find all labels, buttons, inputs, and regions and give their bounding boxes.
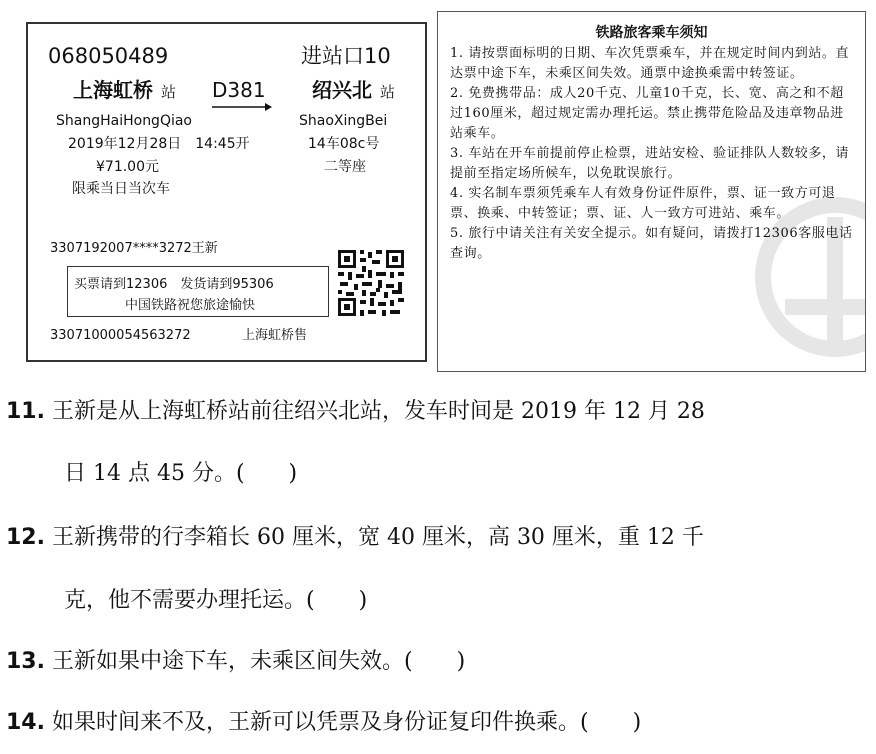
- notice-title: 铁路旅客乘车须知: [595, 25, 708, 41]
- notice-item: 2. 免费携带品：成人20千克、儿童10千克，长、宽、高之和不超过160厘米，超过规定需办理托运。禁止携带危险品及违章物品进站乘车。: [450, 86, 844, 141]
- question-text: 王新如果中途下车，未乘区间失效。( ): [51, 649, 466, 674]
- arrival-pinyin: ShaoXingBei: [299, 113, 388, 129]
- passenger-notice: [437, 11, 866, 372]
- train-number: D381: [212, 78, 266, 102]
- question-13: 13. 王新如果中途下车，未乘区间失效。( ): [6, 649, 466, 674]
- question-12-continued: 克，他不需要办理托运。( ): [64, 588, 368, 613]
- ticket-number: 33071000054563272: [50, 328, 191, 343]
- notice-item: 4. 实名制车票须凭乘车人有效身份证件原件，票、证一致方可退票、换乘、中转签证；票、证、人一致方可进站、乘车。: [450, 186, 836, 221]
- notice-item: 3. 车站在开车前提前停止检票，进站安检、验证排队人数较多，请提前至指定场所候车，以免耽误旅行。: [450, 146, 850, 181]
- seat-number: 14车08c号: [308, 136, 380, 152]
- notice-item: 1. 请按票面标明的日期、车次凭票乘车，并在规定时间内到站。直达票中途下车，未乘区间失效。通票中途换乘需中转签证。: [450, 46, 850, 81]
- question-text: 如果时间来不及，王新可以凭票及身份证复印件换乘。( ): [51, 710, 642, 735]
- notice-item: 5. 旅行中请关注有关安全提示。如有疑问，请拨打12306客服电话查询。: [450, 226, 853, 261]
- boarding-gate: 进站口10: [301, 44, 391, 68]
- promo-box: [67, 266, 329, 317]
- ticket-limit: 限乘当日当次车: [72, 181, 170, 197]
- promo-line-1: 买票请到12306 发货请到95306: [74, 277, 274, 292]
- question-14: 14. 如果时间来不及，王新可以凭票及身份证复印件换乘。( ): [6, 710, 642, 735]
- train-ticket: [26, 22, 427, 362]
- ticket-price: ¥71.00元: [96, 159, 159, 175]
- sold-at: 上海虹桥售: [242, 328, 308, 343]
- question-12: 12. 王新携带的行李箱长 60 厘米，宽 40 厘米，高 30 厘米，重 12 千: [6, 525, 704, 550]
- passenger-id: 3307192007****3272王新: [50, 241, 218, 256]
- qr-code-icon: [336, 248, 406, 318]
- departure-datetime: 2019年12月28日 14:45开: [68, 136, 250, 152]
- question-11-continued: 日 14 点 45 分。( ): [64, 461, 298, 486]
- question-text: 王新携带的行李箱长 60 厘米，宽 40 厘米，高 30 厘米，重 12 千: [51, 525, 704, 550]
- arrival-station: 绍兴北 站: [312, 78, 396, 102]
- promo-line-2: 中国铁路祝您旅途愉快: [125, 298, 256, 313]
- departure-pinyin: ShangHaiHongQiao: [56, 113, 193, 129]
- direction-arrow-icon: [212, 102, 272, 112]
- notice-body: [450, 44, 854, 264]
- departure-station: 上海虹桥 站: [73, 78, 177, 102]
- question-11: 11. 王新是从上海虹桥站前往绍兴北站，发车时间是 2019 年 12 月 28: [6, 399, 705, 424]
- seat-class: 二等座: [324, 159, 366, 175]
- ticket-serial: 068050489: [48, 44, 169, 68]
- question-text: 王新是从上海虹桥站前往绍兴北站，发车时间是 2019 年 12 月 28: [51, 399, 705, 424]
